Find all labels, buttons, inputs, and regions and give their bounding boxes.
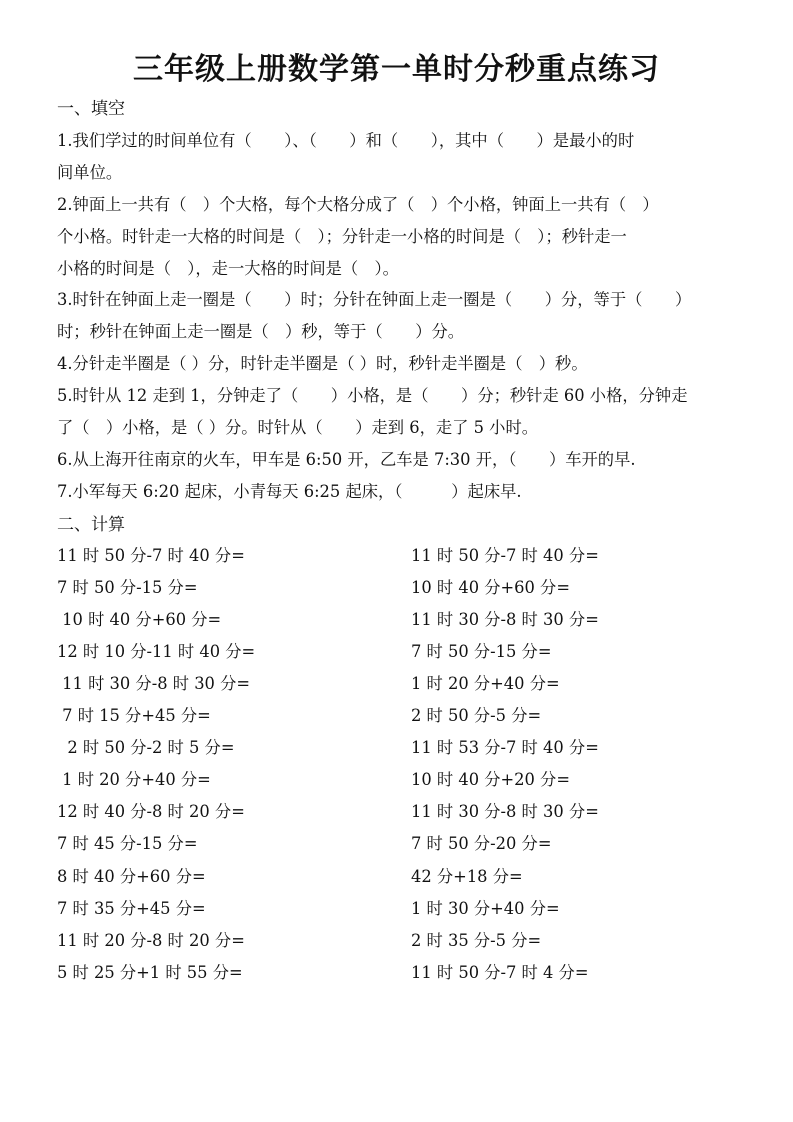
question-line: 6.从上海开往南京的火车，甲车是 6:50 开，乙车是 7:30 开，（ ）车开的早. (57, 450, 636, 469)
calc-problem-left: 11 时 50 分-7 时 40 分= (57, 546, 245, 565)
calc-problem-right: 7 时 50 分-15 分= (411, 642, 552, 662)
section-heading-fill-blank: 一、填空 (57, 99, 125, 119)
question-line: 1.我们学过的时间单位有（ ）、（ ）和（ ），其中（ ）是最小的时 (57, 131, 635, 150)
calc-problem-right: 42 分+18 分= (411, 866, 523, 886)
calc-problem-left: 7 时 15 分+45 分= (57, 706, 211, 726)
question-3 (57, 284, 745, 348)
question-2 (57, 189, 745, 285)
calc-problem-left: 7 时 45 分-15 分= (57, 834, 198, 854)
calc-problem-right: 2 时 35 分-5 分= (411, 930, 542, 950)
calc-problem-right: 11 时 30 分-8 时 30 分= (411, 802, 599, 822)
question-line: 5.时针从 12 走到 1，分钟走了（ ）小格，是（ ）分；秒针走 60 小格，分钟走 (57, 386, 688, 405)
calc-problem-left: 1 时 20 分+40 分= (57, 770, 211, 790)
calc-problem-right: 1 时 20 分+40 分= (411, 674, 560, 694)
calc-problem-left: 10 时 40 分+60 分= (57, 610, 222, 630)
question-line: 3.时针在钟面上走一圈是（ ）时；分针在钟面上走一圈是（ ）分，等于（ ） (57, 290, 692, 309)
calc-problem-left: 12 时 40 分-8 时 20 分= (57, 802, 245, 822)
section-heading-calculation: 二、计算 (57, 515, 125, 535)
question-4 (57, 348, 745, 380)
calc-problem-left: 2 时 50 分-2 时 5 分= (57, 738, 235, 758)
calc-problem-right: 1 时 30 分+40 分= (411, 898, 560, 918)
calc-problem-left: 5 时 25 分+1 时 55 分= (57, 962, 243, 982)
calc-problem-right: 11 时 53 分-7 时 40 分= (411, 738, 599, 758)
question-line: 时；秒针在钟面上走一圈是（ ）秒，等于（ ）分。 (57, 322, 465, 341)
page-title: 三年级上册数学第一单时分秒重点练习 (133, 52, 660, 87)
calc-problem-right: 10 时 40 分+20 分= (411, 770, 570, 790)
calc-problem-left: 8 时 40 分+60 分= (57, 866, 206, 886)
calc-problem-right: 11 时 30 分-8 时 30 分= (411, 610, 599, 630)
question-7 (57, 476, 745, 508)
question-line: 了（ ）小格，是（ ）分。时针从（ ）走到 6，走了 5 小时。 (57, 418, 539, 437)
question-line: 7.小军每天 6:20 起床，小青每天 6:25 起床，（ ）起床早. (57, 482, 522, 501)
calc-problem-right: 11 时 50 分-7 时 4 分= (411, 962, 589, 982)
calc-problem-left: 11 时 30 分-8 时 30 分= (57, 674, 251, 694)
calc-problem-right: 10 时 40 分+60 分= (411, 578, 570, 598)
calc-problem-left: 12 时 10 分-11 时 40 分= (57, 642, 256, 662)
question-1 (57, 125, 745, 189)
question-line: 间单位。 (57, 163, 123, 182)
calc-problem-right: 7 时 50 分-20 分= (411, 834, 552, 854)
question-5 (57, 380, 745, 444)
calc-problem-left: 7 时 35 分+45 分= (57, 898, 206, 918)
calc-problem-right: 11 时 50 分-7 时 40 分= (411, 546, 599, 565)
question-line: 4.分针走半圈是（ ）分，时针走半圈是（ ）时，秒针走半圈是（ ）秒。 (57, 354, 588, 373)
question-6 (57, 444, 745, 476)
calc-problem-left: 7 时 50 分-15 分= (57, 578, 198, 598)
question-line: 个小格。时针走一大格的时间是（ ）；分针走一小格的时间是（ ）；秒针走一 (57, 227, 627, 246)
question-line: 2.钟面上一共有（ ）个大格，每个大格分成了（ ）个小格，钟面上一共有（ ） (57, 195, 659, 214)
calc-problem-left: 11 时 20 分-8 时 20 分= (57, 930, 245, 950)
calc-problem-right: 2 时 50 分-5 分= (411, 706, 542, 726)
question-line: 小格的时间是（ ），走一大格的时间是（ ）。 (57, 259, 399, 278)
